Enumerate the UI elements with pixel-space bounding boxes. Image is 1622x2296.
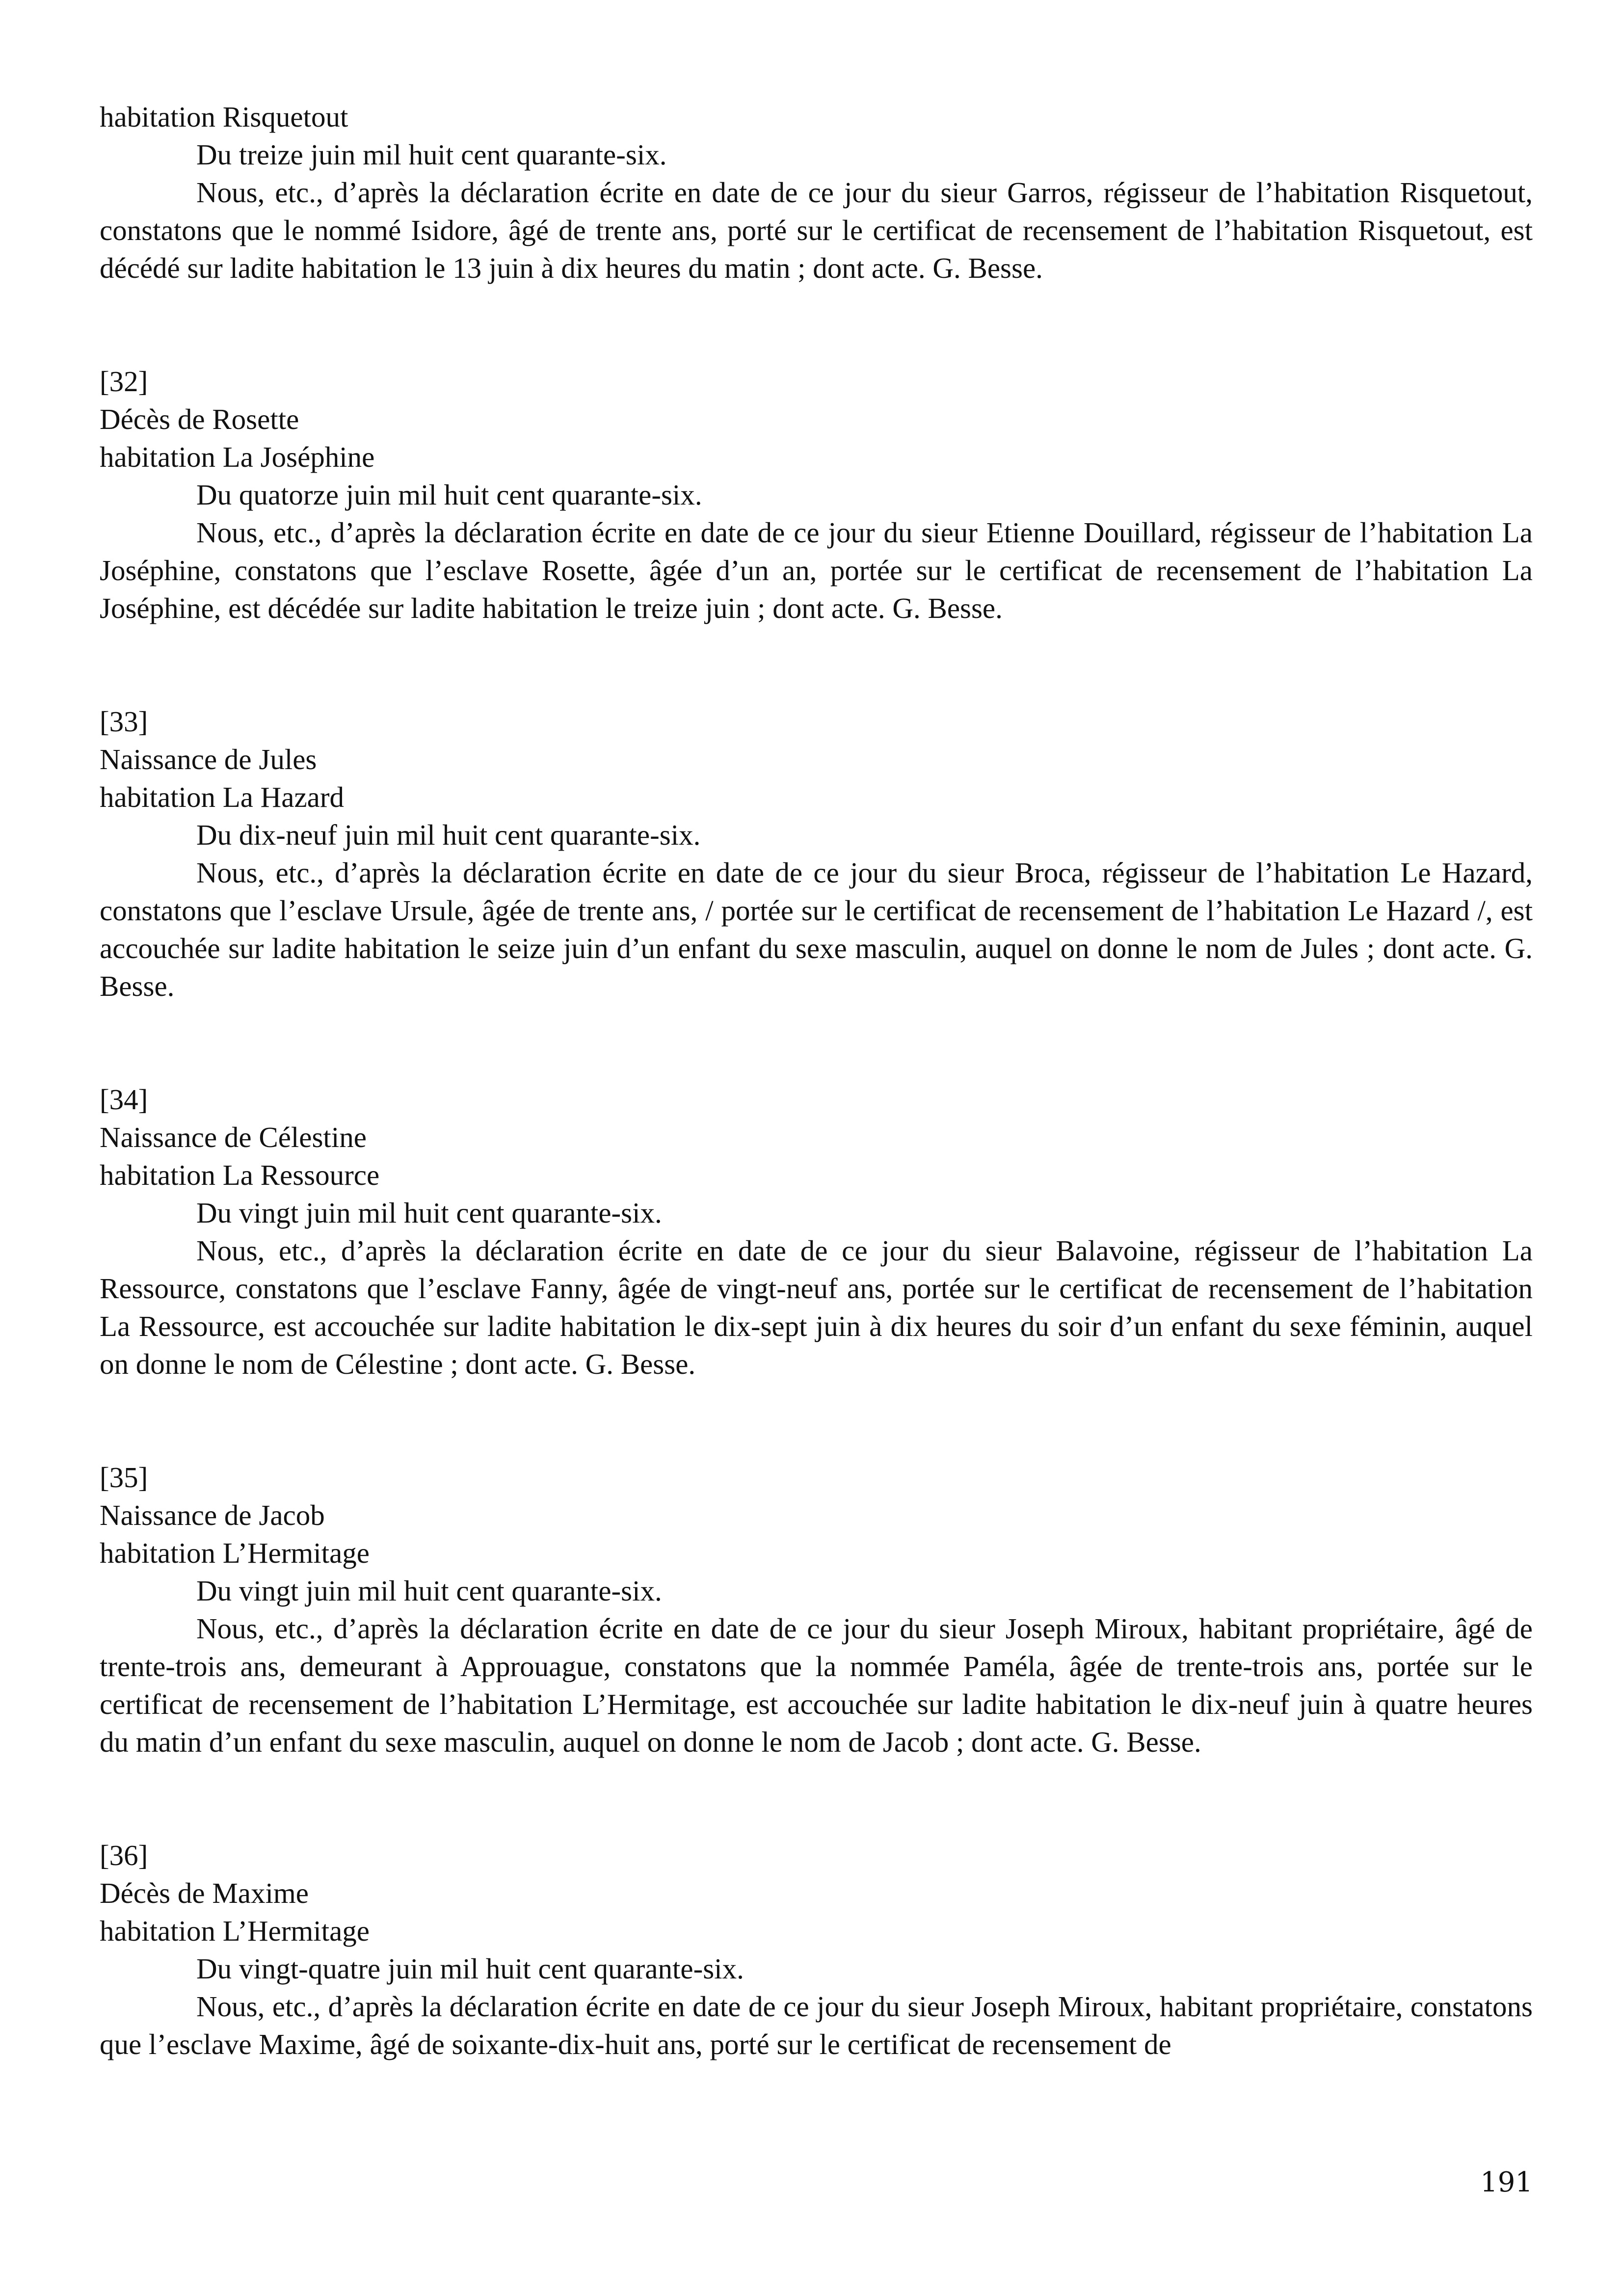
entry-text: Nous, etc., d’après la déclaration écrite en date de ce jour du sieur Joseph Miroux, habitant propriétaire, constatons que l’esclave Maxime, âgé de soixante-dix-huit ans, porté sur le certificat de recensement de: [100, 1990, 1533, 2060]
entry-text: Nous, etc., d’après la déclaration écrite en date de ce jour du sieur Broca, régisseur de l’habitation Le Hazard, constatons que l’esclave Ursule, âgée de trente ans, / portée sur le certificat de recensement de l’habitation Le Hazard /, est accouchée sur ladite habitation le seize juin d’un enfant du sexe masculin, auquel on donne le nom de Jules ; dont acte. G. Besse.: [100, 856, 1533, 1002]
entry-number: [33]: [100, 705, 148, 738]
entry-33: [100, 703, 1533, 1005]
entry-36: [100, 1837, 1533, 2063]
entry-date: Du vingt-quatre juin mil huit cent quarante-six.: [196, 1952, 744, 1985]
section-gap: [100, 1383, 1533, 1459]
entry-35: [100, 1459, 1533, 1761]
entry-title: Décès de Maxime: [100, 1877, 309, 1909]
entry-date: Du vingt juin mil huit cent quarante-six.: [196, 1575, 662, 1607]
entry-number: [36]: [100, 1839, 148, 1871]
section-gap: [100, 627, 1533, 703]
section-gap: [100, 287, 1533, 363]
section-gap: [100, 1005, 1533, 1081]
entry-habitation: habitation L’Hermitage: [100, 1915, 370, 1947]
entry-habitation: habitation Risquetout: [100, 101, 348, 133]
section-gap: [100, 1761, 1533, 1837]
entry-title: Décès de Rosette: [100, 403, 299, 435]
entry-text: Nous, etc., d’après la déclaration écrite en date de ce jour du sieur Etienne Douillard, régisseur de l’habitation La Joséphine, constatons que l’esclave Rosette, âgée d’un an, portée sur le certificat de recensement de l’habitation La Joséphine, est décédée sur ladite habitation le treize juin ; dont acte. G. Besse.: [100, 516, 1533, 624]
entry-date: Du treize juin mil huit cent quarante-six.: [196, 138, 667, 171]
entry-number: [35]: [100, 1461, 148, 1494]
entry-date: Du dix-neuf juin mil huit cent quarante-six.: [196, 819, 701, 851]
entry-34: [100, 1081, 1533, 1383]
entry-text: Nous, etc., d’après la déclaration écrite en date de ce jour du sieur Joseph Miroux, habitant propriétaire, âgé de trente-trois ans, demeurant à Approuague, constatons que la nommée Paméla, âgée de trente-trois ans, portée sur le certificat de recensement de l’habitation L’Hermitage, est accouchée sur ladite habitation le dix-neuf juin à quatre heures du matin d’un enfant du sexe masculin, auquel on donne le nom de Jacob ; dont acte. G. Besse.: [100, 1612, 1533, 1758]
page-number: 191: [1480, 2166, 1533, 2198]
entry-habitation: habitation La Ressource: [100, 1159, 380, 1191]
entry-risquetout: [100, 98, 1533, 287]
entry-number: [34]: [100, 1083, 148, 1116]
entry-habitation: habitation La Hazard: [100, 781, 344, 813]
entry-title: Naissance de Jules: [100, 743, 317, 775]
entry-habitation: habitation La Joséphine: [100, 441, 375, 473]
document-page: [100, 98, 1533, 2063]
entry-date: Du quatorze juin mil huit cent quarante-six.: [196, 479, 702, 511]
entry-text: Nous, etc., d’après la déclaration écrite en date de ce jour du sieur Garros, régisseur de l’habitation Risquetout, constatons que le nommé Isidore, âgé de trente ans, porté sur le certificat de recensement de l’habitation Risquetout, est décédé sur ladite habitation le 13 juin à dix heures du matin ; dont acte. G. Besse.: [100, 176, 1533, 284]
entry-number: [32]: [100, 365, 148, 398]
entry-32: [100, 363, 1533, 627]
entry-date: Du vingt juin mil huit cent quarante-six.: [196, 1197, 662, 1229]
entry-title: Naissance de Jacob: [100, 1499, 325, 1531]
entry-habitation: habitation L’Hermitage: [100, 1537, 370, 1569]
entry-text: Nous, etc., d’après la déclaration écrite en date de ce jour du sieur Balavoine, régisseur de l’habitation La Ressource, constatons que l’esclave Fanny, âgée de vingt-neuf ans, portée sur le certificat de recensement de l’habitation La Ressource, est accouchée sur ladite habitation le dix-sept juin à dix heures du soir d’un enfant du sexe féminin, auquel on donne le nom de Célestine ; dont acte. G. Besse.: [100, 1234, 1533, 1380]
entry-title: Naissance de Célestine: [100, 1121, 367, 1153]
